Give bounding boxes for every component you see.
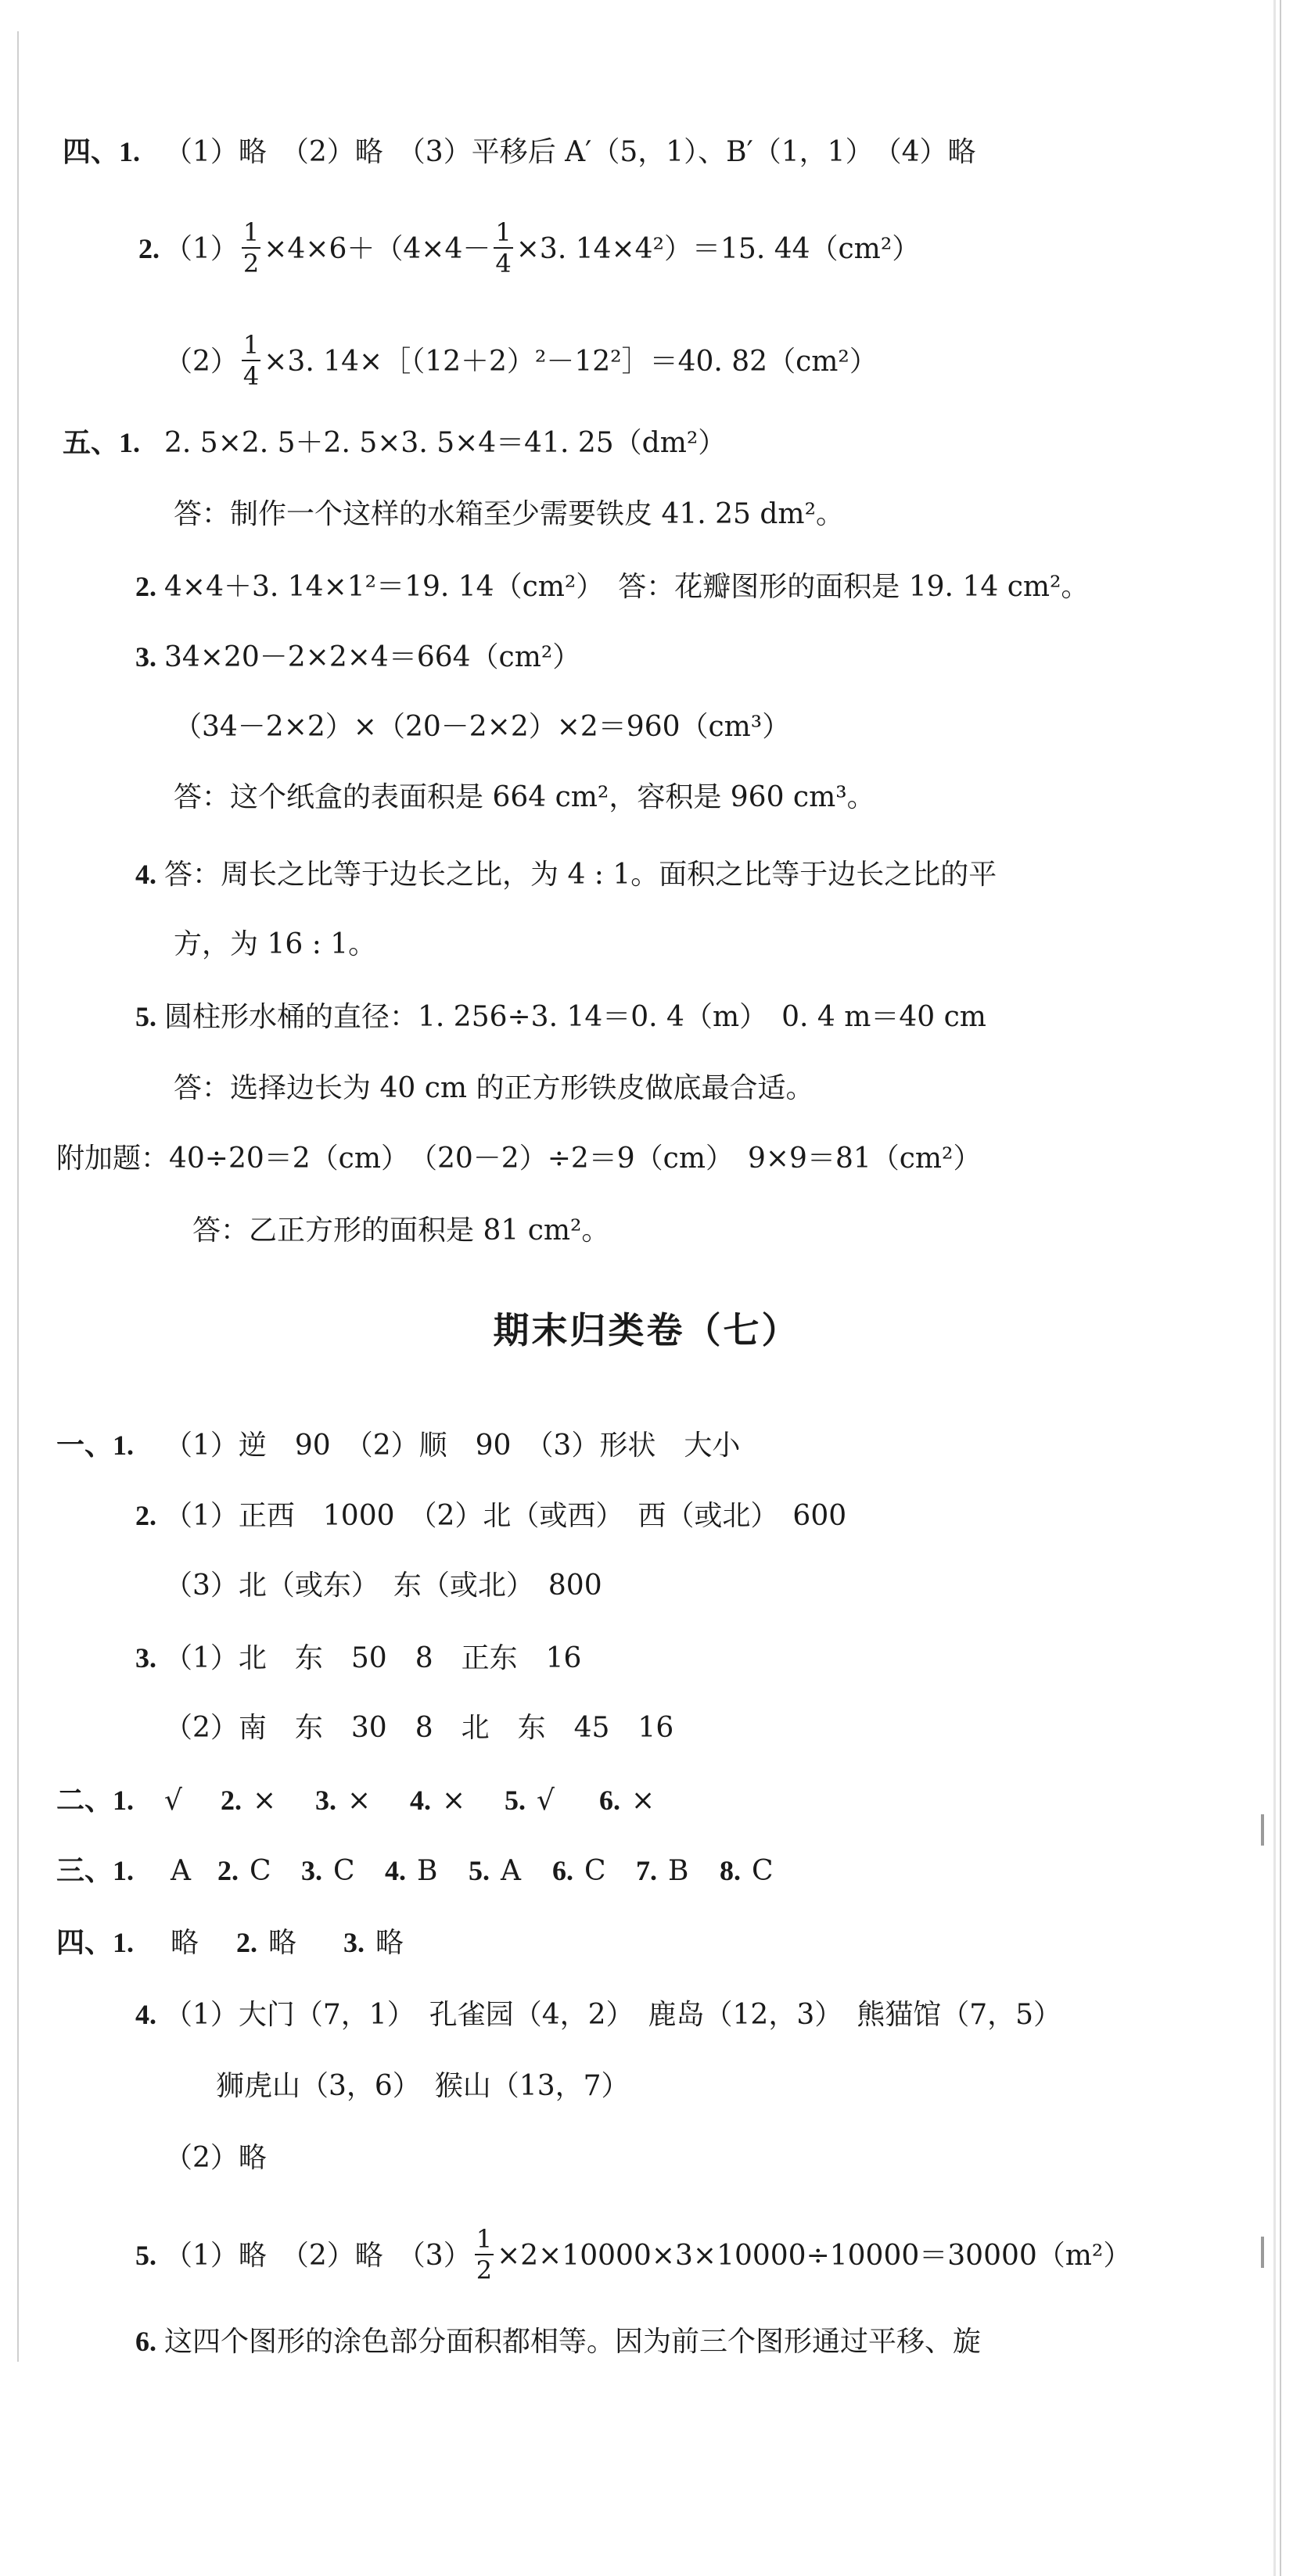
answer-text: （1）略 （2）略 （3） [164, 2240, 472, 2272]
question-number: 四、1. [56, 1927, 135, 1958]
question-number: 3. [301, 1855, 322, 1886]
answer-line [63, 857, 997, 892]
answer-line [164, 330, 878, 394]
answer-text: ×3. 14×4²）＝15. 44（cm²） [515, 233, 921, 265]
question-number: 4. [135, 1999, 156, 2030]
answer-text: 4×4＋3. 14×1²＝19. 14（cm²） 答：花瓣图形的面积是 19. 14 cm²。 [164, 571, 1090, 603]
answer-line [56, 1142, 981, 1176]
answer-text: （2） [164, 346, 239, 378]
answer-line [56, 1997, 1061, 2032]
answer-text: 这四个图形的涂色部分面积都相等。因为前三个图形通过平移、旋 [164, 2326, 982, 2358]
question-number: 6. [599, 1785, 620, 1816]
answer-text: × [347, 1785, 372, 1817]
question-number: 2. [138, 233, 160, 264]
answer-line [63, 217, 921, 282]
answer-line [192, 1214, 609, 1248]
question-number: 三、1. [56, 1855, 135, 1886]
question-number: 5. [135, 1001, 156, 1032]
answer-text: 答：制作一个这样的水箱至少需要铁皮 41. 25 dm²。 [174, 498, 845, 530]
answer-text: C [333, 1855, 355, 1887]
answer-line [56, 1641, 581, 1676]
question-number: 3. [315, 1785, 336, 1816]
answer-text: B [417, 1855, 438, 1887]
answer-text: （1）略 （2）略 （3）平移后 A′（5，1）、B′（1，1） （4）略 [164, 136, 976, 168]
answer-line [63, 135, 975, 170]
answer-text: （1）北 东 50 8 正东 16 [164, 1642, 582, 1674]
answer-text: （1）大门（7，1） 孔雀园（4，2） 鹿岛（12，3） 熊猫馆（7，5） [164, 1999, 1062, 2031]
question-number: 5. [505, 1785, 526, 1816]
answer-line [174, 927, 376, 962]
answer-text: （2）略 [164, 2142, 267, 2174]
question-number: 一、1. [56, 1430, 135, 1461]
answer-text: 答：乙正方形的面积是 81 cm²。 [192, 1214, 610, 1247]
answer-text: 狮虎山（3，6） 猴山（13，7） [216, 2070, 630, 2102]
question-number: 2. [135, 571, 156, 602]
page-edge-shadow [1273, 0, 1276, 2576]
question-number: 四、1. [63, 136, 141, 167]
answer-text: ×4×6＋（4×4－ [264, 233, 491, 265]
question-number: 3. [135, 1642, 156, 1674]
fraction: $\frac{1}{4}$ [242, 330, 260, 391]
answer-text: C [250, 1855, 271, 1887]
answer-line [56, 1853, 774, 1889]
answer-line [56, 2224, 1132, 2288]
answer-line [174, 497, 844, 532]
answer-line [174, 780, 875, 815]
fraction: $\frac{1}{2}$ [476, 2224, 493, 2285]
answer-text: ×3. 14×［（12＋2）²－12²］＝40. 82（cm²） [264, 346, 878, 378]
question-number: 6. [135, 2326, 156, 2357]
question-number: 五、1. [63, 427, 141, 458]
answer-line [63, 569, 1089, 605]
question-number: 2. [221, 1785, 242, 1816]
answer-text: 圆柱形水桶的直径：1. 256÷3. 14＝0. 4（m） 0. 4 m＝40 cm [164, 1001, 986, 1033]
answer-line [56, 1498, 846, 1534]
answer-text: 附加题：40÷20＝2（cm） （20－2）÷2＝9（cm） 9×9＝81（cm²） [56, 1143, 982, 1175]
question-number: 5. [135, 2240, 156, 2271]
answer-line [216, 2069, 630, 2104]
answer-text: 略 [171, 1927, 199, 1959]
section-title: 期末归类卷（七） [493, 1309, 800, 1351]
answer-line [164, 1569, 602, 1603]
answer-text: C [584, 1855, 606, 1887]
edge-mark [1261, 2237, 1264, 2268]
question-number: 2. [217, 1855, 239, 1886]
answer-text: A [501, 1855, 521, 1887]
answer-line [164, 1711, 673, 1745]
answer-line [56, 1428, 740, 1463]
answer-line [56, 2324, 981, 2359]
answer-line [56, 1925, 404, 1961]
answer-line [174, 1071, 814, 1106]
answer-text: （3）北（或东） 东（或北） 800 [164, 1570, 602, 1602]
answer-text: （1）正西 1000 （2）北（或西） 西（或北） 600 [164, 1500, 847, 1532]
question-number: 2. [236, 1927, 257, 1958]
answer-text: A [171, 1855, 191, 1887]
left-margin-line [17, 31, 19, 2362]
answer-text: 答：周长之比等于边长之比，为 4 : 1。面积之比等于边长之比的平 [164, 859, 997, 891]
answer-text: × [442, 1785, 466, 1817]
answer-line [63, 640, 580, 675]
answer-text: B [668, 1855, 689, 1887]
answer-text: 2. 5×2. 5＋2. 5×3. 5×4＝41. 25（dm²） [164, 427, 727, 459]
question-number: 8. [720, 1855, 741, 1886]
answer-line [164, 2141, 267, 2176]
answer-text: × [631, 1785, 655, 1817]
answer-text: （1）逆 90 （2）顺 90 （3）形状 大小 [164, 1430, 741, 1462]
answer-text: × [253, 1785, 277, 1817]
answer-text: 方，为 16 : 1。 [174, 928, 377, 960]
question-number: 4. [410, 1785, 431, 1816]
answer-text: √ [537, 1785, 555, 1817]
answer-text: C [752, 1855, 774, 1887]
answer-text: 略 [268, 1927, 297, 1959]
answer-text: 略 [375, 1927, 404, 1959]
answer-text: （1） [164, 233, 239, 265]
question-number: 2. [135, 1500, 156, 1531]
question-number: 4. [135, 859, 156, 890]
answer-line [63, 425, 726, 461]
question-number: 4. [385, 1855, 406, 1886]
answer-text: （2）南 东 30 8 北 东 45 16 [164, 1712, 674, 1744]
page-edge-line [1280, 0, 1281, 2576]
question-number: 6. [552, 1855, 573, 1886]
fraction: $\frac{1}{2}$ [242, 217, 260, 278]
question-number: 3. [343, 1927, 365, 1958]
question-number: 7. [636, 1855, 657, 1886]
question-number: 二、1. [56, 1785, 135, 1816]
answer-text: 答：选择边长为 40 cm 的正方形铁皮做底最合适。 [174, 1072, 814, 1104]
answer-text: （34－2×2）×（20－2×2）×2＝960（cm³） [174, 711, 791, 743]
edge-mark [1261, 1814, 1264, 1846]
answer-text: ×2×10000×3×10000÷10000＝30000（m²） [497, 2240, 1132, 2272]
answer-line [56, 1783, 655, 1818]
answer-text: 34×20－2×2×4＝664（cm²） [164, 641, 581, 673]
fraction: $\frac{1}{4}$ [495, 217, 512, 278]
answer-line [63, 999, 986, 1035]
answer-text: 答：这个纸盒的表面积是 664 cm²，容积是 960 cm³。 [174, 781, 875, 813]
answer-text: √ [164, 1785, 182, 1817]
question-number: 5. [469, 1855, 490, 1886]
question-number: 3. [135, 641, 156, 673]
answer-line [174, 710, 790, 744]
